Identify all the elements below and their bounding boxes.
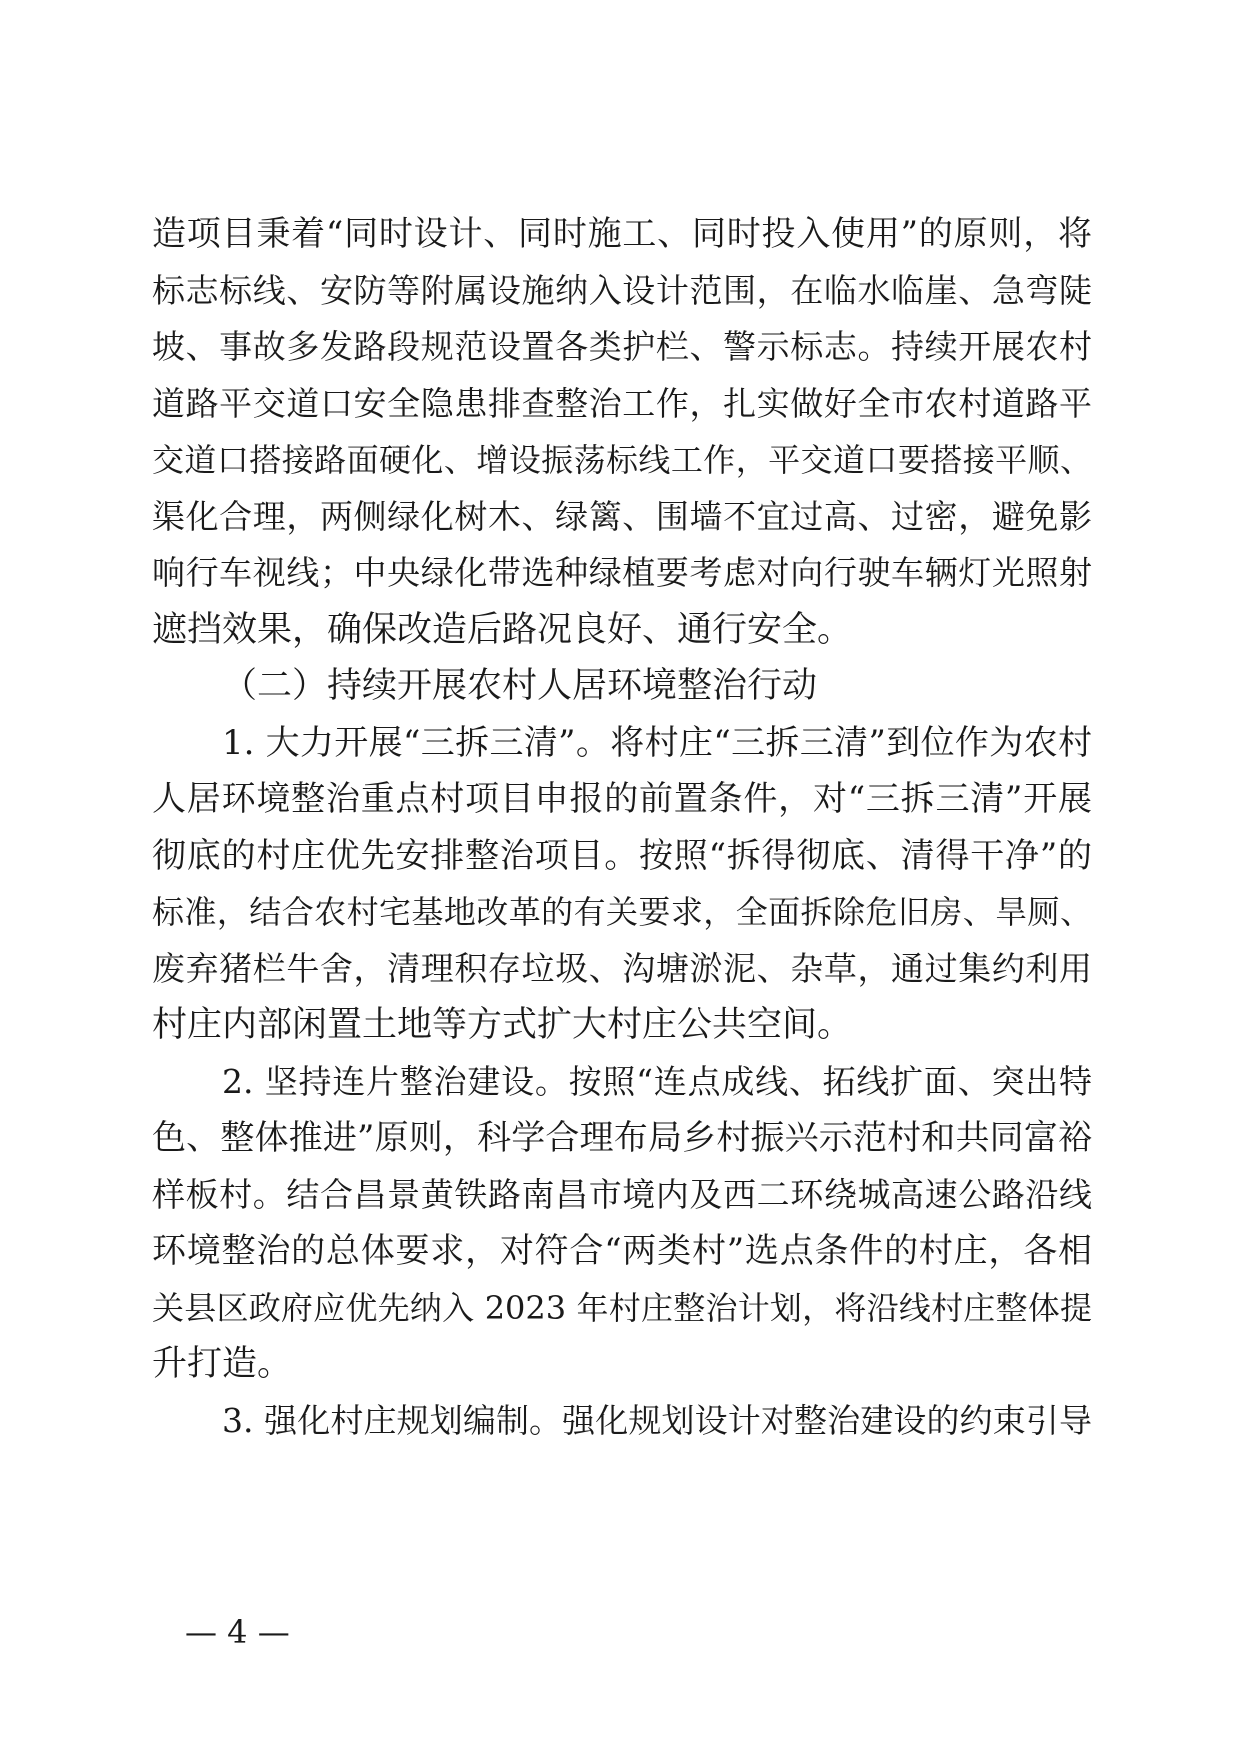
text-line: 升打造。 <box>152 1344 293 1384</box>
text-line: 2. 坚持连片整治建设。按照“连点成线、拓线扩面、突出特 <box>222 1062 1092 1101</box>
text-line: 标志标线、安防等附属设施纳入设计范围，在临水临崖、急弯陡 <box>152 271 1092 310</box>
text-line: 标准，结合农村宅基地改革的有关要求，全面拆除危旧房、旱厕、 <box>152 893 1092 931</box>
text-line: 渠化合理，两侧绿化树木、绿篱、围墙不宜过高、过密，避免影 <box>152 497 1092 536</box>
text-line: 彻底的村庄优先安排整治项目。按照“拆得彻底、清得干净”的 <box>152 836 1092 876</box>
text-line: 3. 强化村庄规划编制。强化规划设计对整治建设的约束引导 <box>222 1401 1092 1440</box>
text-line: 响行车视线；中央绿化带选种绿植要考虑对向行驶车辆灯光照射 <box>152 553 1092 592</box>
text-line: 遮挡效果，确保改造后路况良好、通行安全。 <box>152 610 853 650</box>
text-line: 废弃猪栏牛舍，清理积存垃圾、沟塘淤泥、杂草，通过集约利用 <box>152 949 1092 988</box>
page-number: — 4 — <box>185 1613 290 1651</box>
section-heading: （二）持续开展农村人居环境整治行动 <box>222 666 818 706</box>
text-line: 1. 大力开展“三拆三清”。将村庄“三拆三清”到位作为农村 <box>222 723 1092 763</box>
text-line: 村庄内部闲置土地等方式扩大村庄公共空间。 <box>152 1005 853 1045</box>
text-line: 环境整治的总体要求，对符合“两类村”选点条件的村庄，各相 <box>152 1231 1092 1271</box>
text-line: 关县区政府应优先纳入 2023 年村庄整治计划，将沿线村庄整体提 <box>152 1289 1092 1327</box>
text-line: 样板村。结合昌景黄铁路南昌市境内及西二环绕城高速公路沿线 <box>152 1175 1092 1214</box>
text-line: 造项目秉着“同时设计、同时施工、同时投入使用”的原则，将 <box>152 214 1092 254</box>
text-line: 人居环境整治重点村项目申报的前置条件，对“三拆三清”开展 <box>152 779 1092 819</box>
text-line: 道路平交道口安全隐患排查整治工作，扎实做好全市农村道路平 <box>152 384 1092 423</box>
text-line: 色、整体推进”原则，科学合理布局乡村振兴示范村和共同富裕 <box>152 1118 1092 1158</box>
text-line: 交道口搭接路面硬化、增设振荡标线工作，平交道口要搭接平顺、 <box>152 441 1092 479</box>
text-line: 坡、事故多发路段规范设置各类护栏、警示标志。持续开展农村 <box>152 327 1092 366</box>
